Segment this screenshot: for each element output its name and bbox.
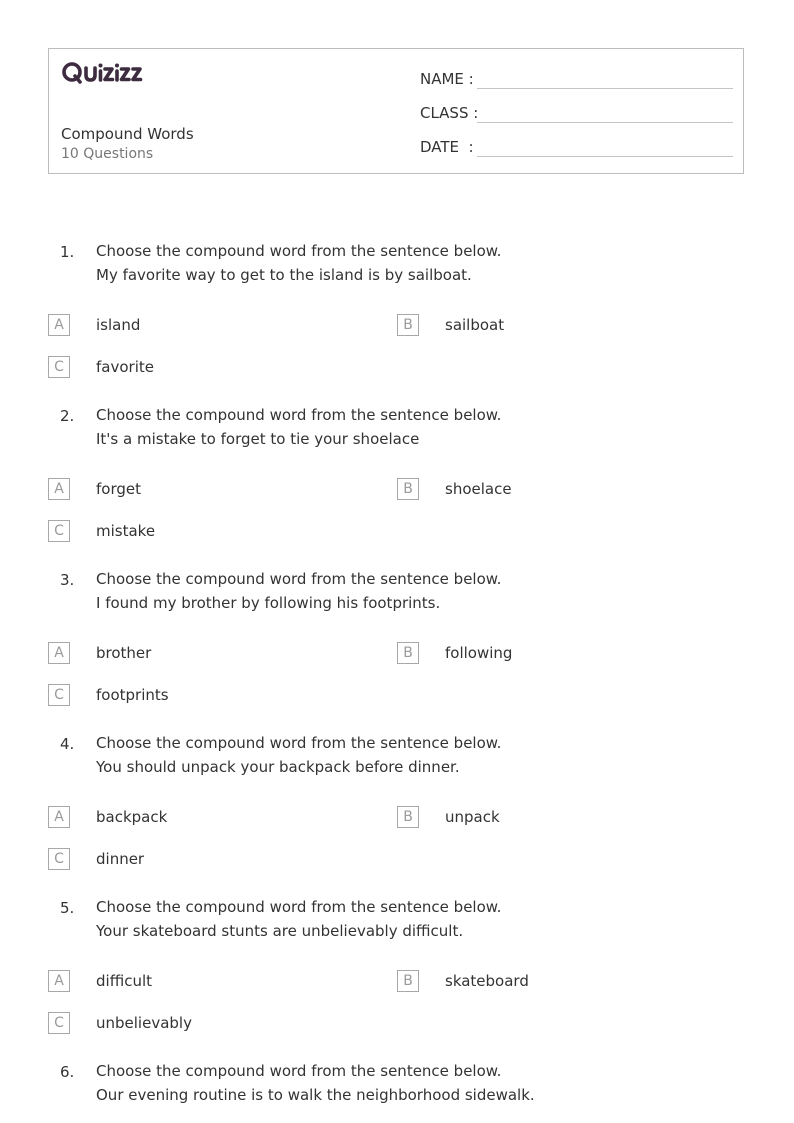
question-text bbox=[96, 567, 501, 615]
question-number: 1. bbox=[60, 243, 75, 261]
option-letter-box[interactable]: A bbox=[48, 642, 70, 664]
question-sentence: I found my brother by following his footprints. bbox=[96, 594, 441, 612]
option-text: unbelievably bbox=[96, 1014, 192, 1032]
question-count: 10 Questions bbox=[61, 146, 154, 162]
question-number: 3. bbox=[60, 571, 75, 589]
question-number: 4. bbox=[60, 735, 75, 753]
quizizz-logo bbox=[61, 59, 151, 87]
question-prompt: Choose the compound word from the sentence below. bbox=[96, 406, 502, 424]
option-letter-box[interactable]: C bbox=[48, 356, 70, 378]
option-letter-box[interactable]: C bbox=[48, 684, 70, 706]
option-text: brother bbox=[96, 644, 152, 662]
question-number: 6. bbox=[60, 1063, 75, 1081]
option-letter-box[interactable]: C bbox=[48, 848, 70, 870]
option-letter-box[interactable]: B bbox=[397, 642, 419, 664]
question-text bbox=[96, 403, 501, 451]
question-prompt: Choose the compound word from the sentence below. bbox=[96, 734, 502, 752]
option-text: sailboat bbox=[445, 316, 505, 334]
question-prompt: Choose the compound word from the sentence below. bbox=[96, 898, 502, 916]
option-letter-box[interactable]: A bbox=[48, 478, 70, 500]
option-text: shoelace bbox=[445, 480, 512, 498]
option-letter-box[interactable]: B bbox=[397, 314, 419, 336]
option-letter-box[interactable]: A bbox=[48, 806, 70, 828]
option-text: difficult bbox=[96, 972, 152, 990]
option-letter-box[interactable]: C bbox=[48, 1012, 70, 1034]
question-text bbox=[96, 1059, 535, 1107]
class-line[interactable] bbox=[477, 122, 733, 123]
question-sentence: Our evening routine is to walk the neighborhood sidewalk. bbox=[96, 1086, 535, 1104]
name-label: NAME : bbox=[420, 70, 474, 88]
option-letter-box[interactable]: B bbox=[397, 806, 419, 828]
option-letter-box[interactable]: A bbox=[48, 970, 70, 992]
question-prompt: Choose the compound word from the sentence below. bbox=[96, 242, 502, 260]
question-number: 5. bbox=[60, 899, 75, 917]
question-sentence: Your skateboard stunts are unbelievably difficult. bbox=[96, 922, 464, 940]
option-text: following bbox=[445, 644, 513, 662]
option-letter-box[interactable]: B bbox=[397, 970, 419, 992]
option-text: mistake bbox=[96, 522, 156, 540]
option-text: footprints bbox=[96, 686, 169, 704]
class-label: CLASS : bbox=[420, 104, 479, 122]
option-text: skateboard bbox=[445, 972, 529, 990]
option-text: unpack bbox=[445, 808, 500, 826]
option-text: island bbox=[96, 316, 141, 334]
question-sentence: It's a mistake to forget to tie your shoelace bbox=[96, 430, 420, 448]
date-line[interactable] bbox=[477, 156, 733, 157]
name-field[interactable] bbox=[420, 68, 476, 88]
question-text bbox=[96, 895, 501, 943]
option-letter-box[interactable]: C bbox=[48, 520, 70, 542]
question-prompt: Choose the compound word from the sentence below. bbox=[96, 1062, 502, 1080]
option-text: forget bbox=[96, 480, 141, 498]
question-text bbox=[96, 731, 501, 779]
option-letter-box[interactable]: A bbox=[48, 314, 70, 336]
option-text: dinner bbox=[96, 850, 145, 868]
question-sentence: My favorite way to get to the island is by sailboat. bbox=[96, 266, 472, 284]
date-label: DATE : bbox=[420, 138, 474, 156]
name-line[interactable] bbox=[477, 88, 733, 89]
worksheet-header bbox=[48, 48, 744, 174]
option-text: backpack bbox=[96, 808, 168, 826]
question-sentence: You should unpack your backpack before dinner. bbox=[96, 758, 460, 776]
quizizz-logo-icon bbox=[61, 59, 151, 87]
worksheet-title: Compound Words bbox=[61, 125, 194, 143]
option-text: favorite bbox=[96, 358, 154, 376]
question-text bbox=[96, 239, 501, 287]
class-field[interactable] bbox=[420, 102, 479, 122]
option-letter-box[interactable]: B bbox=[397, 478, 419, 500]
question-prompt: Choose the compound word from the sentence below. bbox=[96, 570, 502, 588]
date-field[interactable] bbox=[420, 136, 476, 156]
question-number: 2. bbox=[60, 407, 75, 425]
